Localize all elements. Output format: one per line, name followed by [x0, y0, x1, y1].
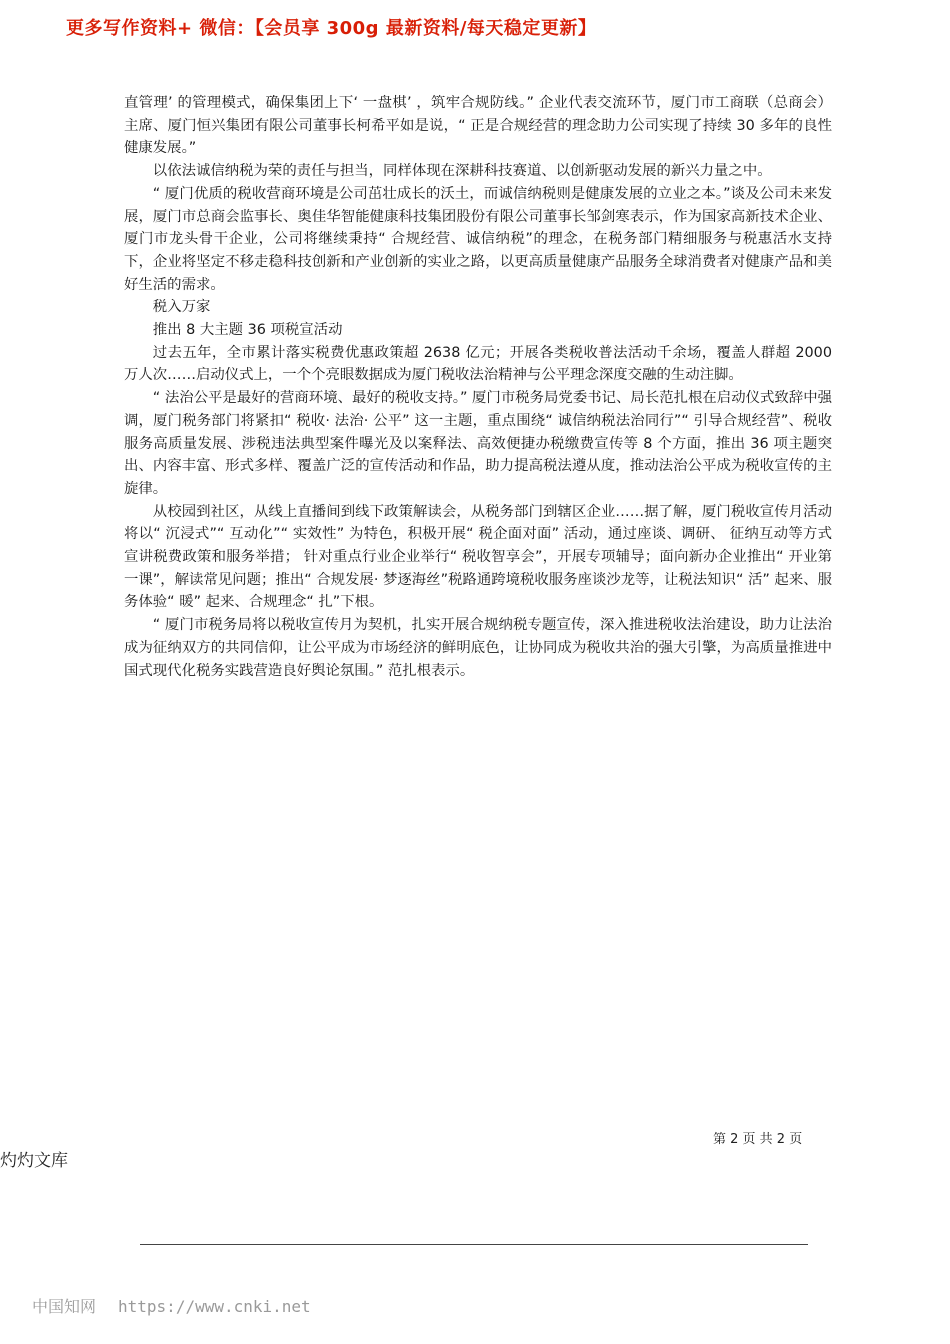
paragraph: “ 厦门优质的税收营商环境是公司茁壮成长的沃土，而诚信纳税则是健康发展的立业之本。”谈及公司未来发展，厦门市总商会监事长、奥佳华智能健康科技集团股份有限公司董事长邹剑寒表示，作为国家高新技术企业、厦门市龙头骨干企业，公司将继续秉持“ 合规经营、诚信纳税”的理念，在税务部门精细服务与税惠活水支持下，企业将坚定不移走稳科技创新和产业创新的实业之路，以更高质量健康产品服务全球消费者对健康产品和美好生活的需求。: [124, 185, 832, 293]
page-number: 第 2 页 共 2 页: [713, 1132, 803, 1147]
paragraph: 以依法诚信纳税为荣的责任与担当，同样体现在深耕科技赛道、以创新驱动发展的新兴力量之中。: [152, 163, 772, 180]
paragraph: 直管理’ 的管理模式，确保集团上下‘ 一盘棋’ ，筑牢合规防线。” 企业代表交流环节，厦门市工商联（总商会）主席、厦门恒兴集团有限公司董事长柯希平如是说，“ 正是合规经营的理念助力公司实现了持续 30 多年的良性健康发展。”: [124, 95, 832, 157]
paragraph: “ 法治公平是最好的营商环境、最好的税收支持。” 厦门市税务局党委书记、局长范扎根在启动仪式致辞中强调，厦门税务部门将紧扣“ 税收· 法治· 公平” 这一主题，重点围绕“ 诚信纳税法治同行”“ 引导合规经营”、税收服务高质量发展、涉税违法典型案件曝光及以案释法、高效便捷办税缴费宣传等 8 个方面，推出 36 项主题突出、内容丰富、形式多样、覆盖广泛的宣传活动和作品，助力提高税法遵从度，推动法治公平成为税收宣传的主旋律。: [124, 390, 832, 497]
promo-banner: 更多写作资料+ 微信：【会员享 300g 最新资料/每天稳定更新】: [66, 18, 597, 39]
paragraph: 从校园到社区，从线上直播间到线下政策解读会，从税务部门到辖区企业……据了解，厦门税收宣传月活动将以“ 沉浸式”“ 互动化”“ 实效性” 为特色，积极开展“ 税企面对面” 活动，通过座谈、调研、 征纳互动等方式宣讲税费政策和服务举措； 针对重点行业企业举行“ 税收智享会”，开展专项辅导；面向新办企业推出“ 开业第一课”，解读常见问题；推出“ 合规发展· 梦逐海丝”税路通跨境税收服务座谈沙龙等，让税法知识“ 活” 起来、服务体验“ 暖” 起来、合规理念“ 扎”下根。: [124, 503, 832, 611]
section-subheading: 推出 8 大主题 36 项税宣活动: [152, 322, 343, 339]
paragraph: 过去五年，全市累计落实税费优惠政策超 2638 亿元；开展各类税收普法活动千余场，覆盖人群超 2000 万人次……启动仪式上，一个个亮眼数据成为厦门税收法治精神与公平理念深度交融的生动注脚。: [124, 344, 832, 384]
footer-url[interactable]: https://www.cnki.net: [118, 1297, 311, 1316]
article-body: [124, 92, 832, 682]
paragraph: “ 厦门市税务局将以税收宣传月为契机，扎实开展合规纳税专题宣传，深入推进税收法治建设，助力让法治成为征纳双方的共同信仰，让公平成为市场经济的鲜明底色，让协同成为税收共治的强大引擎，为高质量推进中国式现代化税务实践营造良好舆论氛围。” 范扎根表示。: [124, 617, 832, 679]
footer-divider: [140, 1244, 808, 1245]
section-heading: 税入万家: [152, 299, 211, 316]
library-name: 灼灼文库: [0, 1151, 68, 1171]
footer-watermark: [32, 1294, 311, 1317]
footer-brand: 中国知网: [32, 1297, 97, 1316]
